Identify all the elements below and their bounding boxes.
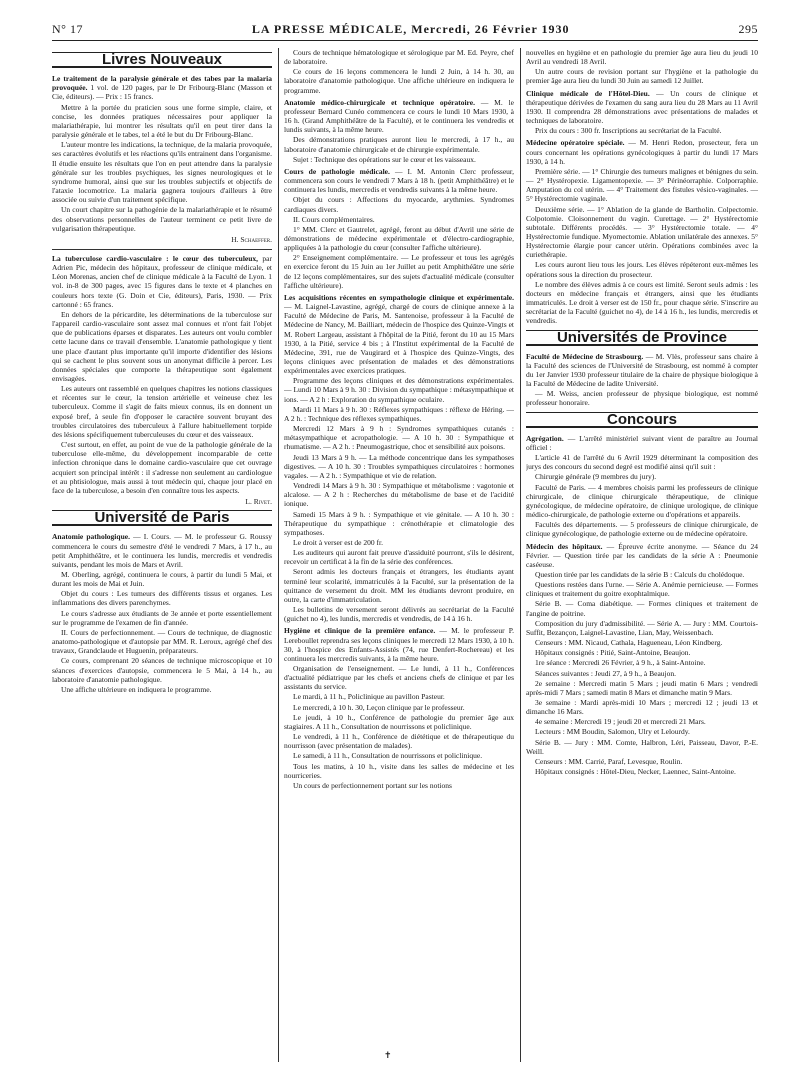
article-paragraph: Les auditeurs qui auront fait preuve d'assiduité pourront, s'ils le désirent, recevoir un certificat à la fin de la série des conférences. <box>284 548 514 567</box>
article-paragraph: Le nombre des élèves admis à ce cours est limité. Seront seuls admis : les docteurs en médecine français et étrangers, ainsi que les étudiants immatriculés. Le droit à verser est de 150 fr., pour chaque série. S'inscrire au secrétariat de la Faculté (guichet no 4), de 14 à 16 h., les lundis, mercredis et vendredis. <box>526 279 758 326</box>
article-paragraph: Composition du jury d'admissibilité. — Série A. — Jury : MM. Courtois-Suffit, Bezançon, Laignel-Lavastine, Lian, May, Weissenbach. <box>526 618 758 637</box>
article-heading: Hygiène et clinique de la première enfance. <box>284 626 436 636</box>
article-paragraph: Tous les matins, à 10 h., visite dans les salles de médecine et les nourriceries. <box>284 761 514 780</box>
article-heading: Cours de pathologie médicale. <box>284 166 390 176</box>
article-paragraph: Des démonstrations pratiques auront lieu le mercredi, à 17 h., au laboratoire d'anatomie chirurgicale et de chirurgie expérimentale. <box>284 135 514 154</box>
article-heading: Agrégation. <box>526 433 564 443</box>
article-paragraph: Le droit à verser est de 200 fr. <box>293 537 383 547</box>
article-paragraph: Cours de pathologie médicale. — I. M. Antonin Clerc professeur, commencera son cours le vendredi 7 Mars à 18 h. (petit Amphithéâtre) et le continuera les lundis, mercredis et vendredis suivants à la même heure. <box>284 166 514 195</box>
article-paragraph: Série B. — Coma diabétique. — Formes cliniques et traitement de l'angine de poitrine. <box>526 599 758 618</box>
article-paragraph: 2e semaine : Mercredi matin 5 Mars ; jeudi matin 6 Mars ; vendredi après-midi 7 Mars ; samedi matin 8 Mars et dimanche matin 9 Mars. <box>526 678 758 697</box>
article-paragraph: Faculté de Médecine de Strasbourg. — M. Vlès, professeur sans chaire à la Faculté des sciences de l'Université de Strasbourg, est nommé à compter du 1er Janvier 1930 professeur titulaire de la chaire de physique biologique à la Faculté de Médecine de ladite Université. <box>526 351 758 389</box>
article-paragraph: II. Cours complémentaires. <box>293 214 375 224</box>
article-paragraph: Médecine opératoire spéciale. — M. Henri Redon, prosecteur, fera un cours concernant les opérations gynécologiques à partir du lundi 17 Mars 1930, à 14 h. <box>526 138 758 166</box>
article-paragraph: Le jeudi, à 10 h., Conférence de pathologie du premier âge aux stagiaires. A 11 h., Consultation de nourrissons et policlinique. <box>284 712 514 731</box>
article-heading: Les acquisitions récentes en sympathologie clinique et expérimentale. <box>284 292 514 302</box>
article-paragraph: Le samedi, à 11 h., Consultation de nourrissons et policlinique. <box>293 751 483 761</box>
article-paragraph: Les bulletins de versement seront délivrés au secrétariat de la Faculté (guichet no 4), les lundis, mercredis et vendredis, de 14 à 16 h. <box>284 605 514 624</box>
article-paragraph: Le mardi, à 11 h., Policlinique au pavillon Pasteur. <box>293 692 445 702</box>
article-paragraph: Vendredi 14 Mars à 9 h. 30 : Sympathique et métabolisme : vagotonie et alcalose. — A 2 h : Recherches du métabolisme de base et de l'acidité ionique. <box>284 481 514 509</box>
article-paragraph: Ce cours de 16 leçons commencera le lundi 2 Juin, à 14 h. 30, au laboratoire d'anatomie pathologique. Une affiche ultérieure en indiquera le programme. <box>284 67 514 95</box>
article-paragraph: Séances suivantes : Jeudi 27, à 9 h., à Beaujon. <box>535 668 677 678</box>
article-paragraph: Un autre cours de revision portant sur l'hygiène et la pathologie du premier âge aura lieu du lundi 30 Juin au samedi 12 Juillet. <box>526 67 758 86</box>
article-paragraph: Cours de technique hématologique et sérologique par M. Ed. Peyre, chef de laboratoire. <box>284 48 514 67</box>
article-paragraph: Programme des leçons cliniques et des démonstrations expérimentales. — Lundi 10 Mars à 9 h. 30 : Division du sympathique : métasympathique et ions. — A 2 h : Exploration du sympathique oculaire. <box>284 376 514 404</box>
article-paragraph: Première série. — 1° Chirurgie des tumeurs malignes et bénignes du sein. — 2° Hystéropexie. Ligamentopexie. — 3° Périnéorraphie. Colporraphie. Amputation du col utérin. — 4° Traitement des fistules vésico-vaginales. — 5° Hystérectomie vaginale. <box>526 166 758 204</box>
page-number: 295 <box>738 21 758 36</box>
article-paragraph: Clinique médicale de l'Hôtel-Dieu. — Un cours de clinique et thérapeutique dérivées de l'examen du sang aura lieu du 28 Mars au 11 Avril 1930. Il comprendra 28 démonstrations avec présentations de malades et techniques de laboratoire. <box>526 88 758 126</box>
article-paragraph: L'auteur montre les indications, la technique, de la malaria provoquée, ses caractères évolutifs et les réactions qu'ils entrainent dans l'organisme. Il étudie ensuite les résultats que l'on en peut attendre dans la paralysie générale sur les troubles psychiques, les signes neurologiques et le syndrome humoral, ainsi que sur les troubles subjectifs et objectifs de l'ataxie locomotrice. La malaria gagnera toujours d'ailleurs à être associée ou suivie d'un traitement spécifique. <box>52 140 272 205</box>
article-paragraph: Série B. — Jury : MM. Comte, Halbron, Léri, Paisseau, Davor, P.-E. Weill. <box>526 737 758 756</box>
article-paragraph: La tuberculose cardio-vasculaire : le cœur des tuberculeux, par Adrien Pic, médecin des hôpitaux, professeur de clinique médicale, et Léon Morenas, ancien chef de clinique médicale à la Faculté de Lyon. 1 vol. in-8 de 300 pages, avec 15 figures dans le texte et 4 planches en couleurs hors texte (G. Doin et Cie, éditeurs), Paris, 1930. — Prix cartonné : 65 francs. <box>52 253 272 309</box>
article-paragraph: Hôpitaux consignés : Pitié, Saint-Antoine, Beaujon. <box>535 648 691 658</box>
section-title: Université de Paris <box>52 510 272 526</box>
article-paragraph: M. Oberling, agrégé, continuera le cours, à partir du lundi 5 Mai, et durant les mois de Mai et Juin. <box>52 569 272 589</box>
article-paragraph: Les auteurs ont rassemblé en quelques chapitres les notions classiques et récentes sur le cœur, la tension artérielle et veineuse chez les tuberculeux. Comme il s'agit de faits mieux connus, ils en donnent un exposé bref, à seule fin d'opposer le caractère souvent bruyant des troubles circulatoires des tuberculeux à l'allure habituellement torpide des lésions spécifiquement tuberculeuses du cœur et des vaisseaux. <box>52 384 272 439</box>
article-paragraph: Un cours de perfectionnement portant sur les notions <box>293 780 452 790</box>
article-paragraph: Chirurgie générale (9 membres du jury). <box>535 472 657 482</box>
article-paragraph: Objet du cours : Les tumeurs des différents tissus et organes. Les inflammations des divers parenchymes. <box>52 589 272 608</box>
article-paragraph: C'est surtout, en effet, au point de vue de la pathologie générale de la tuberculose elle-même, du développement incomparable de cette infection chronique dans le domaine cardio-vasculaire que cet ouvrage acquiert son principal intérêt : il s'adresse non seulement au cardiologue et au phtisiologue, mais aussi à tout médecin qui, chaque jour placé en face de la tuberculose, a besoin d'en connaître tous les aspects. <box>52 440 272 495</box>
article-paragraph: Une affiche ultérieure en indiquera le programme. <box>61 684 212 694</box>
article-paragraph: Censeurs : MM. Carrié, Paraf, Levesque, Roulin. <box>535 756 683 766</box>
article-paragraph: Lecteurs : MM Boudin, Salomon, Ulry et Lelourdy. <box>535 727 690 737</box>
article-heading: Clinique médicale de l'Hôtel-Dieu. <box>526 88 650 98</box>
article-paragraph: L'article 41 de l'arrêté du 6 Avril 1929 déterminant la composition des jurys des concours du second degré est modifié ainsi qu'il suit : <box>526 453 758 472</box>
article-paragraph: Mercredi 12 Mars à 9 h : Syndromes sympathiques cutanés : métasympathique et acropathologie. — A 10 h. 30 : Sympathique et rhumatisme. — A 2 h. : Pneumogastrique, choc et sensibilité aux poisons. <box>284 424 514 452</box>
article-paragraph: — M. Weiss, ancien professeur de physique biologique, est nommé professeur honoraire. <box>526 389 758 408</box>
article-paragraph: 4e semaine : Mercredi 19 ; jeudi 20 et mercredi 21 Mars. <box>535 717 706 727</box>
article-paragraph: 2° Enseignement complémentaire. — Le professeur et tous les agrégés en exercice feront du 15 Juin au 1er Juillet au petit Amphithéâtre une série de 12 leçons complémentaires, sur des sujets d'actualité médicale (consulter l'affiche ultérieure). <box>284 253 514 290</box>
article-paragraph: Samedi 15 Mars à 9 h. : Sympathique et vie génitale. — A 10 h. 30 : Thérapeutique du sympathique : crénothérapie et climatologie des sympathoses. <box>284 509 514 537</box>
article-paragraph: Faculté de Paris. — 4 membres choisis parmi les professeurs de clinique chirurgicale, de clinique chirurgicale thérapeutique, de clinique gynécologique, de médecine opératoire, de clinique urologique, de clinique médico-chirurgicale, de pathologie externe ou d'opérations et appareils. <box>526 482 758 520</box>
section-title: Livres Nouveaux <box>52 52 272 68</box>
article-paragraph: Médecin des hôpitaux. — Épreuve écrite anonyme. — Séance du 24 Février. — Question tirée par les candidats de la série A : Pneumonie caséeuse. <box>526 541 758 569</box>
column-2 <box>284 48 514 791</box>
article-paragraph: Objet du cours : Affections du myocarde, arythmies. Syndromes cardiaques divers. <box>284 195 514 214</box>
article-paragraph: Mardi 11 Mars à 9 h. 30 : Réflexes sympathiques : réflexe de Héring. — A 2 h. : Technique des réflexes sympathiques. <box>284 404 514 423</box>
article-paragraph: II. Cours de perfectionnement. — Cours de technique, de diagnostic anatomo-pathologique et d'autopsie par MM. R. Leroux, agrégé chef des travaux, Grandclaude et Huguenin, préparateurs. <box>52 627 272 656</box>
column-divider <box>520 48 521 1062</box>
article-heading: Anatomie médico-chirurgicale et technique opératoire. <box>284 97 475 107</box>
column-1 <box>52 48 272 695</box>
column-divider <box>278 48 279 1062</box>
article-paragraph: Un court chapitre sur la pathogénie de la malariathérapie et le résumé des observations personnelles de l'auteur terminent ce petit livre de vulgarisation thérapeutique. <box>52 205 272 233</box>
page-header <box>52 18 758 41</box>
divider <box>52 249 272 250</box>
article-paragraph: Facultés des départements. — 5 professeurs de clinique chirurgicale, de clinique gynécologique, de pathologie externe ou de médecine opératoire. <box>526 520 758 539</box>
article-heading: La tuberculose cardio-vasculaire : le cœur des tuberculeux, <box>52 253 259 263</box>
section-title: Universités de Province <box>526 330 758 346</box>
article-heading: Anatomie pathologique. <box>52 532 130 542</box>
section-title: Concours <box>526 412 758 428</box>
article-paragraph: Les acquisitions récentes en sympathologie clinique et expérimentale. — M. Laignel-Lavastine, agrégé, chargé de cours de clinique annexe à la Faculté de Médecine de Paris, M. Santenoise, professeur à la Faculté de Médecine de Nancy, M. Bailliart, médecin de l'hospice des Quinze-Vingts et M. Robert Largeau, assistant à l'hôpital de la Pitié, feront du 10 au 15 Mars 1930, à la Pitié, service 4 bis ; à l'Institut expérimental de la Faculté de Médecine, 391, rue de Vaugirard et à l'hospice des Quinze-Vingts, des leçons cliniques avec présentation de malades et des démonstrations expérimentales avec exercices pratiques. <box>284 292 514 376</box>
article-paragraph: 1° MM. Clerc et Gautrelet, agrégé, feront au début d'Avril une série de démonstrations de médecine expérimentale et d'électro-cardiographie, appliquées à la pathologie du cœur (consulter l'affiche ultérieure). <box>284 224 514 253</box>
article-paragraph: Mettre à la portée du praticien sous une forme simple, claire, et concise, les données pratiques nécessaires pour appliquer la malariathérapie, lui montrer les résultats qu'il en peut tirer dans la paralysie générale et le tabes, tel a été le but du Dr Fribourg-Blanc. <box>52 102 272 140</box>
article-paragraph: Seront admis les docteurs français et étrangers, les étudiants ayant terminé leur scolarité, immatriculés à la Faculté, sur la présentation de la quittance de versement du droit. MM les étudiants devront produire, en outre, la carte d'immatriculation. <box>284 567 514 604</box>
journal-title: LA PRESSE MÉDICALE, Mercredi, 26 Février 1930 <box>251 21 570 36</box>
article-paragraph: Deuxième série. — 1° Ablation de la glande de Bartholin. Colpectomie. Colpotomie. Cloisonnement du vagin. Curettage. — 2° Hystérectomie subtotale. Différents procédés. — 3° Hystérectomie totale. — 4° Hystérectomie fundique. Myomectomie. Ablation unilatérale des annexes. 5° Hystérectomie élargie pour cancer utérin. Opérations combinées avec la curiethérapie. <box>526 204 758 260</box>
article-paragraph: Les cours auront lieu tous les jours. Les élèves répéteront eux-mêmes les opérations sous la direction du prosecteur. <box>526 260 758 279</box>
article-paragraph: Ce cours, comprenant 20 séances de technique microscopique et 10 séances d'exercices d'autopsie, commencera le 5 Mai, à 14 h., au laboratoire d'anatomie pathologique. <box>52 656 272 684</box>
signature: L. Rivet. <box>245 497 272 507</box>
article-paragraph: Question tirée par les candidats de la série B : Calculs du cholédoque. <box>535 569 745 579</box>
column-3 <box>526 48 758 777</box>
article-paragraph: 1re séance : Mercredi 26 Février, à 9 h., à Saint-Antoine. <box>535 658 706 668</box>
article-paragraph: Prix du cours : 300 fr. Inscriptions au secrétariat de la Faculté. <box>535 126 722 136</box>
article-heading: Médecine opératoire spéciale. <box>526 138 625 148</box>
article-paragraph: Organisation de l'enseignement. — Le lundi, à 11 h., Conférences d'actualité pédiatrique par les chefs et anciens chefs de clinique et par les assistants du service. <box>284 664 514 692</box>
article-paragraph: En dehors de la péricardite, les déterminations de la tuberculose sur l'appareil cardio-vasculaire sont assez mal connues et n'ont fait l'objet que de publications éparses et disparates. Les auteurs ont voulu combler cette lacune dans ce travail d'ensemble. L'anatomie pathologique y tient une place d'autant plus importante qu'il importe d'identifier des lésions qui se cachent le plus souvent sous un anonymat difficile à percer. Les données spéciales que comporte la thérapeutique sont également envisagées. <box>52 309 272 383</box>
article-paragraph: Jeudi 13 Mars à 9 h. — La méthode concentrique dans les sympathoses digestives. — A 10 h. 30 : Troubles sympathiques circulatoires : hormones vagales. — A 2 h. : Sympathique et vie de relation. <box>284 452 514 480</box>
article-heading: Le traitement de la paralysie générale et des tabes par la malaria provoquée. <box>52 74 272 93</box>
article-paragraph: Censeurs : MM. Nicaud, Cathala, Hagueneau, Léon Kindberg. <box>535 638 723 648</box>
article-paragraph: Le mercredi, à 10 h. 30, Leçon clinique par le professeur. <box>293 702 465 712</box>
article-paragraph: Hygiène et clinique de la première enfance. — M. le professeur P. Lereboullet reprendra ses leçons cliniques le mercredi 12 Mars 1930, à 10 h. 30, à l'hospice des Enfants-Assistés (74, rue Denfert-Rochereau) et les continuera les mercredis suivants, à la même heure. <box>284 626 514 663</box>
article-paragraph: Le traitement de la paralysie générale et des tabes par la malaria provoquée. 1 vol. de 120 pages, par le Dr Fribourg-Blanc (Masson et Cie, éditeurs). — Prix : 15 francs. <box>52 74 272 102</box>
article-paragraph: Le cours s'adresse aux étudiants de 3e année et porte essentiellement sur le programme de l'examen de fin d'année. <box>52 608 272 627</box>
footer-mark: ✝ <box>384 1050 392 1060</box>
article-paragraph: Anatomie pathologique. — I. Cours. — M. le professeur G. Roussy commencera le cours du semestre d'été le vendredi 7 Mars, à 17 h., au petit Amphithéâtre, et le continuera les lundis, mercredis et vendredis suivants, pendant les mois de Mars et Avril. <box>52 532 272 569</box>
article-paragraph: Hôpitaux consignés : Hôtel-Dieu, Necker, Laennec, Saint-Antoine. <box>535 767 736 777</box>
article-paragraph: Agrégation. — L'arrêté ministériel suivant vient de paraître au Journal officiel : <box>526 433 758 452</box>
article-paragraph: Anatomie médico-chirurgicale et technique opératoire. — M. le professeur Bernard Cunéo commencera ce cours le lundi 10 Mars 1930, à 16 h. (Grand Amphithéâtre de la Faculté), et le continuera les vendredis et lundis suivants, à la même heure. <box>284 97 514 135</box>
article-paragraph: Sujet : Technique des opérations sur le cœur et les vaisseaux. <box>293 154 476 164</box>
signature: H. Schaeffer. <box>231 234 272 244</box>
article-paragraph: nouvelles en hygiène et en pathologie du premier âge aura lieu du jeudi 10 Avril au vendredi 18 Avril. <box>526 48 758 67</box>
issue-number: N° 17 <box>52 21 83 36</box>
article-paragraph: Le vendredi, à 11 h., Conférence de diététique et de thérapeutique du nourrisson (avec présentation de malades). <box>284 732 514 751</box>
article-paragraph: Questions restées dans l'urne. — Série A. Anémie pernicieuse. — Formes cliniques et traitement du goitre exophtalmique. <box>526 580 758 599</box>
article-heading: Médecin des hôpitaux. <box>526 541 603 551</box>
article-heading: Faculté de Médecine de Strasbourg. <box>526 351 644 361</box>
article-paragraph: 3e semaine : Mardi après-midi 10 Mars ; mercredi 12 ; jeudi 13 et dimanche 16 Mars. <box>526 698 758 717</box>
